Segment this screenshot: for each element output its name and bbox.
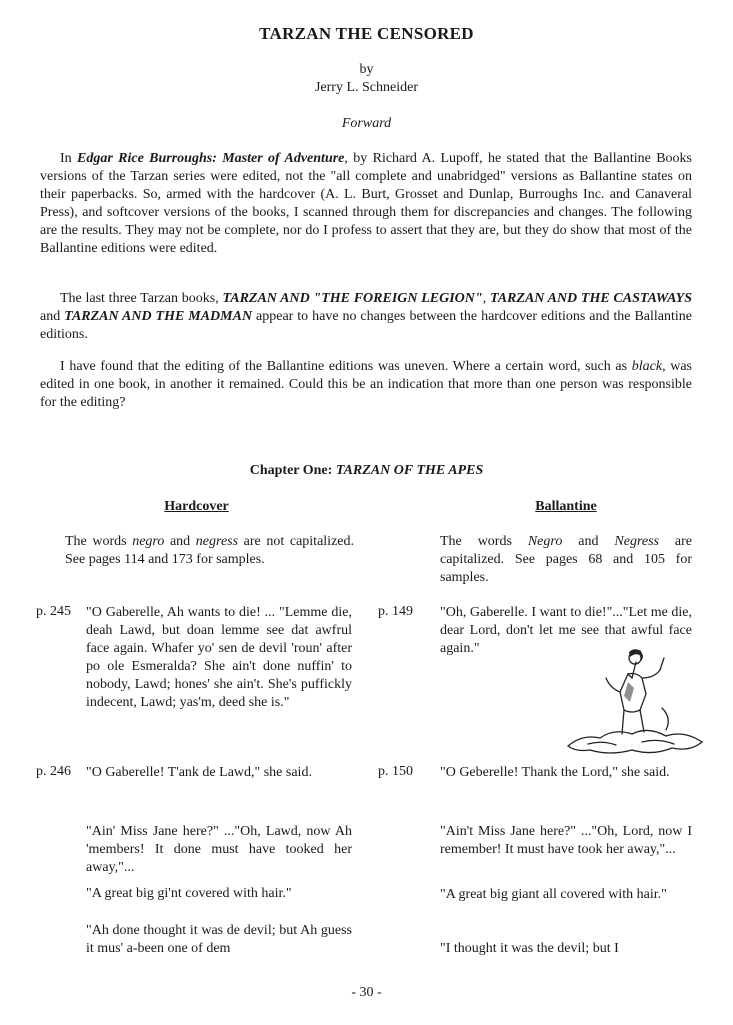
hardcover-quote: "O Gaberelle! T'ank de Lawd," she said. bbox=[86, 765, 312, 780]
hardcover-note: The words negro and negress are not capitalized. See pages 114 and 173 for samples. bbox=[65, 534, 354, 567]
ballantine-quote: "Ain't Miss Jane here?" ..."Oh, Lord, now I remember! It must have took her away,"... bbox=[440, 824, 692, 857]
intro-paragraph-1: In Edgar Rice Burroughs: Master of Adventure, by Richard A. Lupoff, he stated that the Ballantine Books versions of the Tarzan series were edited, not the "all complete and unabridged" versions as Ballantine states on their paperbacks. So, armed with the hardcover (A. L. Burt, Grosset and Dunlap, Burroughs Inc. and Canaveral Press), and softcover versions of the books, I scanned through them for discrepancies and changes. The following are the results. They may not be complete, nor do I profess to assert that they are, but they do show that most of the Ballantine editions were edited. bbox=[40, 151, 692, 256]
ballantine-page-number: p. 150 bbox=[378, 764, 413, 779]
ballantine-quote: "A great big giant all covered with hair." bbox=[440, 887, 667, 902]
author-name: Jerry L. Schneider bbox=[314, 80, 419, 95]
ballantine-quote: "Oh, Gaberelle. I want to die!"..."Let me die, dear Lord, don't let me see that awful face again." bbox=[440, 605, 692, 656]
intro-paragraph-3: I have found that the editing of the Ballantine editions was uneven. Where a certain word, such as black, was edited in one book, in another it remained. Could this be an indication that more than one person was responsible for the editing? bbox=[40, 359, 692, 410]
hardcover-quote: "A great big gi'nt covered with hair." bbox=[86, 886, 292, 901]
book-title: TARZAN AND THE CASTAWAYS bbox=[489, 291, 693, 306]
ballantine-page-number: p. 149 bbox=[378, 604, 413, 619]
ballantine-quote: "O Geberelle! Thank the Lord," she said. bbox=[440, 765, 670, 780]
tarzan-sketch-icon bbox=[562, 648, 712, 758]
hardcover-quote: "Ah done thought it was de devil; but Ah guess it mus' a-been one of dem bbox=[86, 923, 352, 956]
byline: by bbox=[359, 62, 374, 77]
section-heading: Forward bbox=[341, 116, 392, 131]
page-number: - 30 - bbox=[351, 985, 382, 1000]
hardcover-page-number: p. 245 bbox=[36, 604, 71, 619]
book-title: TARZAN AND "THE FOREIGN LEGION" bbox=[222, 291, 483, 306]
ballantine-note: The words Negro and Negress are capitalized. See pages 68 and 105 for samples. bbox=[440, 534, 692, 585]
ballantine-column-heading: Ballantine bbox=[535, 499, 597, 514]
hardcover-quote: "O Gaberelle, Ah wants to die! ... "Lemme die, deah Lawd, but doan lemme see dat awfrul face again. Whafer yo' sen de devil 'roun' after po ole Esmeralda? She ain't done nuffin' to nobody, Lawd; hones' she ain't. She's puffickly indecent, Lawd; yas'm, deed she is." bbox=[86, 605, 352, 710]
book-title: TARZAN AND THE MADMAN bbox=[64, 309, 253, 324]
hardcover-column-heading: Hardcover bbox=[164, 499, 229, 514]
intro-paragraph-2: The last three Tarzan books, TARZAN AND "THE FOREIGN LEGION", TARZAN AND THE CASTAWAYS and TARZAN AND THE MADMAN appear to have no changes between the hardcover editions and the Ballantine editions. bbox=[40, 291, 693, 342]
book-title: Edgar Rice Burroughs: Master of Adventure bbox=[77, 151, 345, 166]
ballantine-quote: "I thought it was the devil; but I bbox=[440, 941, 619, 956]
hardcover-quote: "Ain' Miss Jane here?" ..."Oh, Lawd, now Ah 'members! It done must have tooked her away,"... bbox=[86, 824, 352, 875]
hardcover-page-number: p. 246 bbox=[36, 764, 71, 779]
page-title: TARZAN THE CENSORED bbox=[259, 24, 474, 43]
chapter-heading: Chapter One: TARZAN OF THE APES bbox=[249, 463, 484, 478]
